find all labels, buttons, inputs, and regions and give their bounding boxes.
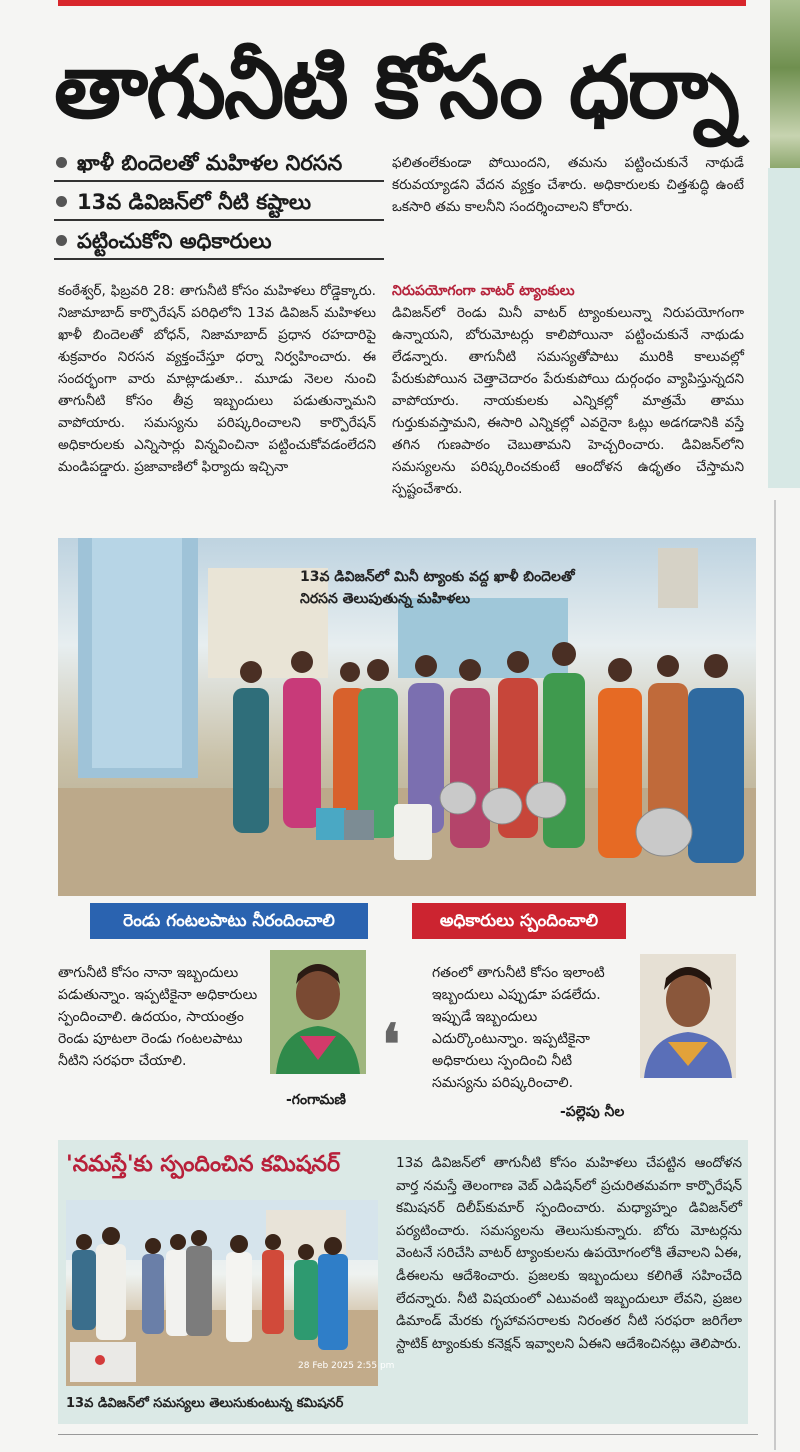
bullet-item: ఖాళీ బిందెలతో మహిళల నిరసన [54,146,384,182]
photo-caption: 13వ డివిజన్‌లో మినీ ట్యాంకు వద్ద ఖాళీ బిందెలతో నిరసన తెలుపుతున్న మహిళలు [300,569,575,607]
headline: తాగునీటి కోసం ధర్నా [54,38,738,138]
commissioner-photo [66,1200,395,1386]
portrait-illustration [270,950,366,1074]
commissioner-photo-caption: 13వ డివిజన్‌లో సమస్యలు తెలుసుకుంటున్న కమిషనర్ [66,1396,344,1411]
commissioner-text: 13వ డివిజన్‌లో తాగునీటి కోసం మహిళలు చేపట్టిన ఆందోళన వార్త నమస్తే తెలంగాణ వెబ్ ఎడిషన్‌లో ప్రచురితమవగా కార్పొరేషన్ కమిషనర్ దిలీప్‌కుమార్ స్పందించారు. మధ్యాహ్నం డివిజన్‌లో పర్యటించారు. సమస్యలను తెలుసుకున్నారు. బోరు మోటర్లను వెంటనే సరిచేసి వాటర్ ట్యాంకులను ఉపయోగంలోకి తేవాలని ఏఈ, డీఈలను ఆదేశించారు. ప్రజలకు ఇబ్బందులు కలిగితే సహించేది లేదన్నారు. నీటి విషయంలో ఎటువంటి ఇబ్బందులూ లేవని, ప్రజల డిమాండ్ మేరకు గృహావసరాలకు నిరంతర నీటి సరఫరా జరిగేలా స్టాటిక్ ట్యాంకుకు కనెక్షన్ ఇవ్వాలని ఏఈని ఆదేశించినట్లు తెలిపారు. [396,1155,742,1352]
quote-header-left: రెండు గంటలపాటు నీరందించాలి [90,903,368,939]
article-body-left: కంఠేశ్వర్, ఫిబ్రవరి 28: తాగునీటి కోసం మహిళలు రోడ్డెక్కారు. నిజామాబాద్ కార్పొరేషన్ పరిధిలోని 13వ డివిజన్ మహిళలు ఖాళీ బిందెలతో బోధన్, నిజామాబాద్ ప్రధాన రహదారిపై శుక్రవారం నిరసన వ్యక్తంచేస్తూ ధర్నా నిర్వహించారు. ఈ సందర్భంగా వారు మాట్లాడుతూ.. మూడు నెలల నుంచి తాగునీటి కోసం తీవ్ర ఇబ్బందులు పడుతున్నామని వాపోయారు. సమస్యను పరిష్కరించాలని కార్పొరేషన్ అధికారులకు ఎన్నిసార్లు విన్నవించినా పట్టించుకోవడంలేదని మండిపడ్డారు. ప్రజావాణిలో ఫిర్యాదు ఇచ్చినా [58,283,376,475]
commissioner-photo-illustration [66,1200,395,1386]
bullet-icon [56,196,67,207]
subheading: నిరుపయోగంగా వాటర్ ట్యాంకులు [392,283,575,299]
portrait-ganga-mani [270,950,366,1074]
article-continuation: ఫలితంలేకుండా పోయిందని, తమను పట్టించుకునే నాథుడే కరువయ్యాడని వేదన వ్యక్తం చేశారు. అధికారులకు చిత్తశుద్ధి ఉంటే ఒకసారి తమ కాలనీని సందర్శించాలని కోరారు. [392,155,744,215]
column-divider [774,500,776,1450]
quote-text-left: తాగునీటి కోసం నానా ఇబ్బందులు పడుతున్నాం. ఇప్పటికైనా అధికారులు స్పందించాలి. ఉదయం, సాయంత్రం రెండు పూటలా రెండు గంటలపాటు నీటిని సరఫరా చేయాలి. [58,965,258,1069]
bullet-item: 13వ డివిజన్‌లో నీటి కష్టాలు [54,185,384,221]
portrait-pallepu-neela [640,954,736,1078]
bullet-icon [56,235,67,246]
adjacent-article-photo [770,0,800,170]
portrait-illustration [640,954,736,1078]
top-accent-bar [58,0,746,6]
adjacent-article-panel [768,168,800,488]
commissioner-title: 'నమస్తే'కు స్పందించిన కమిషనర్ [66,1152,341,1177]
quote-header-right: అధికారులు స్పందించాలి [412,903,626,939]
bullet-item: పట్టించుకోని అధికారులు [54,224,384,260]
quote-text-right: గతంలో తాగునీటి కోసం ఇలాంటి ఇబ్బందులు ఎప్పుడూ పడలేదు. ఇప్పుడే ఇబ్బందులు ఎదుర్కొంటున్నాం. ఇప్పటికైనా అధికారులు స్పందించి నీటి సమస్యను పరిష్కరించాలి. [432,965,605,1091]
photo-stamp: 28 Feb 2025 2:55 pm [298,1361,395,1371]
quote-name-right: -పల్లెపు నీల [560,1104,625,1120]
bottom-rule [58,1434,758,1435]
quote-name-left: -గంగామణి [286,1092,346,1108]
quote-icon: ❛ [382,1012,401,1078]
article-body-right: నిరుపయోగంగా వాటర్ ట్యాంకులు డివిజన్‌లో రెండు మినీ వాటర్ ట్యాంకులున్నా నిరుపయోగంగా ఉన్నాయని, బోరుమోటర్లు కాలిపోయినా పట్టించుకునే నాథుడు లేడన్నారు. తాగునీటి సమస్యతోపాటు మురికి కాలువల్లో పేరుకుపోయిన చెత్తాచెదారం పేరుకుపోయి దుర్గంధం వ్యాపిస్తున్నదని వాపోయారు. నాయకులకు ఎన్నికల్లో మాత్రమే తాము గుర్తుకువస్తామని, ఈసారి ఎన్నికల్లో ఎవరైనా ఓట్లు అడగడానికి వస్తే తగిన గుణపాఠం చెబుతామని హెచ్చరించారు. డివిజన్‌లోని సమస్యలను పరిష్కరించకుంటే ఆందోళన ఉధృతం చేస్తామని స్పష్టంచేశారు. [392,280,744,500]
bullet-icon [56,157,67,168]
bullet-list [54,146,384,263]
